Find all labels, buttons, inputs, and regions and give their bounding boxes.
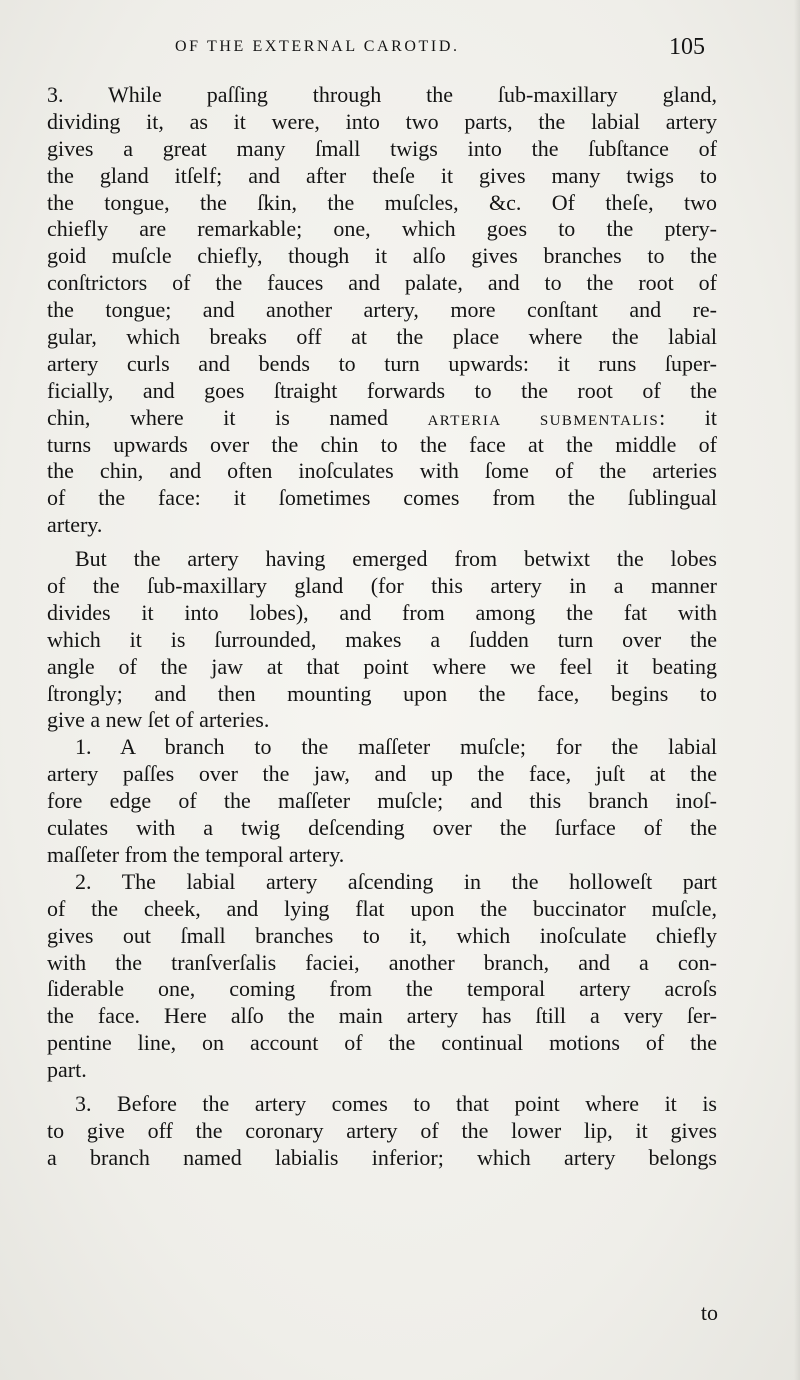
text-line: goid muſcle chiefly, though it alſo gives branches to the (47, 243, 717, 269)
text-line: turns upwards over the chin to the face at the middle of (47, 431, 717, 457)
text-line: of the face: it ſometimes comes from the ſublingual (47, 485, 717, 511)
text-line: pentine line, on account of the continual motions of the (47, 1030, 717, 1056)
text-line: which it is ſurrounded, makes a ſudden turn over the (47, 626, 717, 652)
text-line: fore edge of the maſſeter muſcle; and this branch inoſ- (47, 788, 717, 814)
page-number: 105 (669, 34, 705, 60)
text-line: culates with a twig deſcending over the ſurface of the (47, 815, 717, 841)
anatomical-term: ARTERIA SUBMENTALIS (427, 412, 660, 429)
text-line: chiefly are remarkable; one, which goes to the ptery- (47, 216, 717, 242)
text-line: 3. Before the artery comes to that point where it is (75, 1090, 717, 1116)
running-head: OF THE EXTERNAL CAROTID. (175, 38, 460, 55)
body-text (47, 82, 717, 1172)
catchword: to (700, 1300, 718, 1325)
text-line: maſſeter from the temporal artery. (47, 841, 345, 867)
page-header (175, 34, 705, 66)
text-line: But the artery having emerged from betwixt the lobes (75, 546, 717, 572)
text-line: 3. While paſſing through the ſub-maxillary gland, (47, 82, 717, 107)
text-line: ſtrongly; and then mounting upon the face, begins to (47, 680, 717, 706)
text-line: the tongue; and another artery, more conſtant and re- (47, 297, 717, 323)
text-line: of the cheek, and lying flat upon the buccinator muſcle, (47, 895, 717, 921)
text-line: 1. A branch to the maſſeter muſcle; for the labial (75, 734, 717, 760)
page-edge-shadow (794, 0, 800, 1380)
text-line: with the tranſverſalis faciei, another branch, and a con- (47, 949, 717, 975)
text-line: to give off the coronary artery of the lower lip, it gives (47, 1117, 717, 1143)
text-line: dividing it, as it were, into two parts, the labial artery (47, 108, 717, 134)
text-line: part. (47, 1057, 87, 1083)
text-line: ſiderable one, coming from the temporal artery acroſs (47, 976, 717, 1002)
text-line: give a new ſet of arteries. (47, 707, 270, 733)
text-line: artery paſſes over the jaw, and up the face, juſt at the (47, 761, 717, 787)
text-line: the tongue, the ſkin, the muſcles, &c. Of theſe, two (47, 189, 717, 215)
text-line: gular, which breaks off at the place where the labial (47, 324, 717, 350)
text-line: of the ſub-maxillary gland (for this artery in a manner (47, 573, 717, 599)
text-line: artery curls and bends to turn upwards: it runs ſuper- (47, 350, 717, 376)
text-line: angle of the jaw at that point where we feel it beating (47, 653, 717, 679)
text-line: a branch named labialis inferior; which artery belongs (47, 1144, 717, 1170)
text-line: gives out ſmall branches to it, which inoſculate chiefly (47, 922, 717, 948)
text-fragment: chin, where it is named (47, 404, 388, 430)
text-line: the chin, and often inoſculates with ſome of the arteries (47, 458, 717, 484)
text-fragment: : it (659, 404, 717, 430)
text-line: divides it into lobes), and from among the fat with (47, 599, 717, 625)
text-line: conſtrictors of the fauces and palate, and to the root of (47, 270, 717, 296)
text-line: the face. Here alſo the main artery has ſtill a very ſer- (47, 1003, 717, 1029)
text-line: artery. (47, 512, 103, 538)
text-line: gives a great many ſmall twigs into the ſubſtance of (47, 135, 717, 161)
text-line: ficially, and goes ſtraight forwards to the root of the (47, 377, 717, 403)
text-line-with-term (47, 405, 717, 432)
text-line: the gland itſelf; and after theſe it gives many twigs to (47, 162, 717, 188)
text-line: 2. The labial artery aſcending in the holloweſt part (75, 868, 717, 894)
